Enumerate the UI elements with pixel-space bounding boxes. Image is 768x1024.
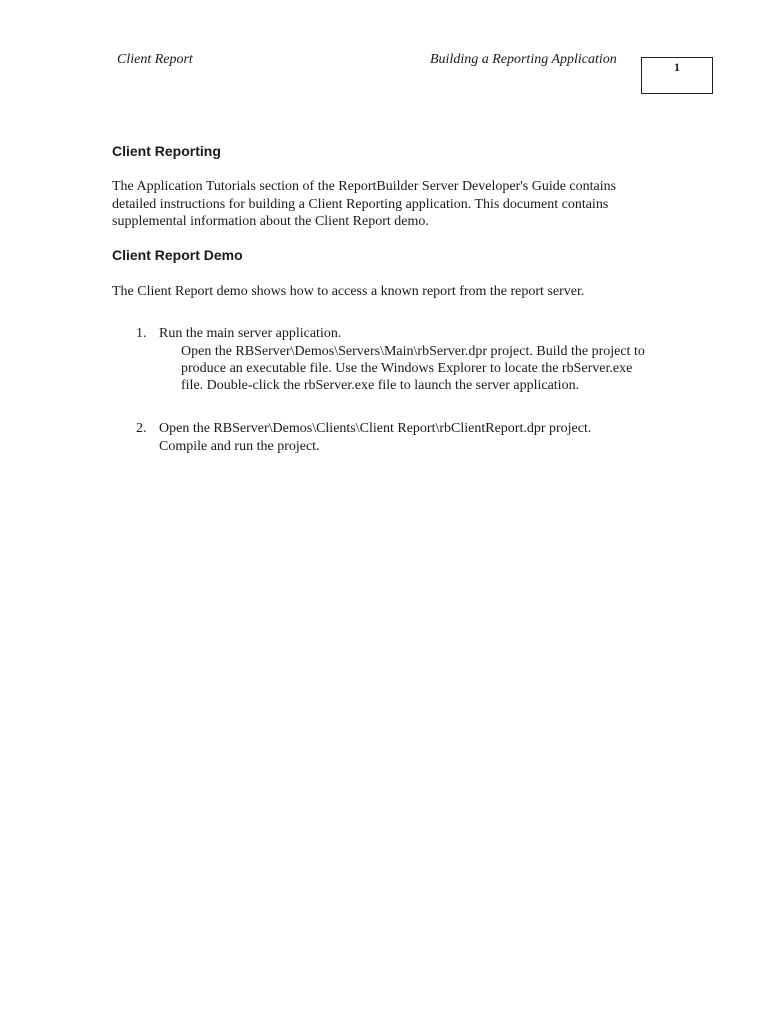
step-detail: Open the RBServer\Demos\Servers\Main\rbServer.dpr project. Build the project to produce an executable file. Use the Windows Explorer to locate the rbServer.exe file. Double-click the rbServer.exe file to launch the server application. — [181, 344, 645, 394]
header-left-title: Client Report — [117, 52, 193, 67]
page-number-box: 1 — [641, 57, 713, 94]
section-paragraph-client-reporting: The Application Tutorials section of the ReportBuilder Server Developer's Guide contains detailed instructions for building a Client Reporting application. This document contains supplemental information about the Client Report demo. — [112, 179, 617, 229]
step-title: Open the RBServer\Demos\Clients\Client Report\rbClientReport.dpr project. Compile and run the project. — [159, 421, 592, 454]
section-heading-client-report-demo: Client Report Demo — [112, 247, 243, 263]
section-heading-client-reporting: Client Reporting — [112, 143, 221, 159]
section-paragraph-client-report-demo: The Client Report demo shows how to access a known report from the report server. — [112, 284, 585, 299]
step-number: 2. — [136, 421, 147, 436]
step-title: Run the main server application. — [159, 326, 342, 341]
header-right-title: Building a Reporting Application — [430, 52, 617, 67]
step-number: 1. — [136, 326, 147, 341]
